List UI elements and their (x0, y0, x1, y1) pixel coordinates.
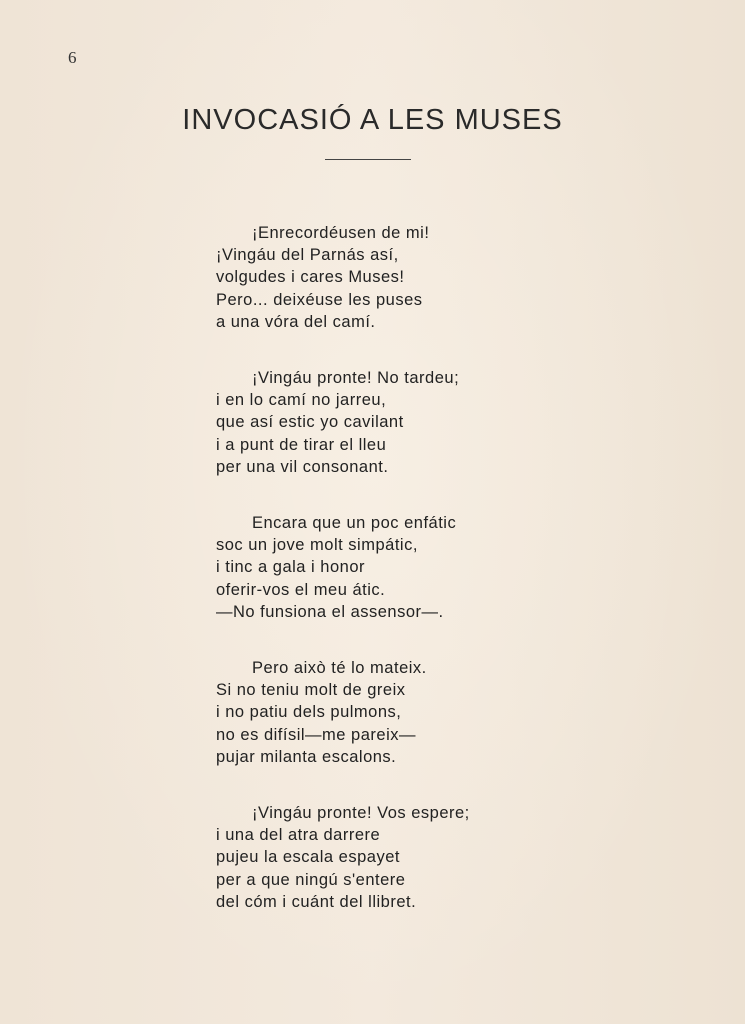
poem-line: soc un jove molt simpátic, (216, 536, 418, 555)
poem-line: i tinc a gala i honor (216, 558, 366, 577)
poem-line: volgudes i cares Muses! (216, 268, 405, 287)
poem-line: i no patiu dels pulmons, (216, 703, 402, 722)
stanza-5 (0, 802, 745, 913)
poem-line: a una vóra del camí. (216, 312, 376, 331)
stanza-1 (0, 222, 745, 333)
poem-line: Si no teniu molt de greix (216, 681, 406, 700)
poem-line: pujeu la escala espayet (216, 848, 400, 867)
poem-line: per a que ningú s'entere (216, 870, 406, 889)
poem-line: —No funsiona el assensor—. (216, 602, 444, 621)
poem-line: Encara que un poc enfátic (252, 514, 457, 533)
poem-body (0, 222, 745, 947)
stanza-3 (0, 512, 745, 623)
poem-line: ¡Vingáu del Parnás así, (216, 246, 399, 265)
poem-line: que así estic yo cavilant (216, 413, 404, 432)
poem-line: ¡Enrecordéusen de mi! (252, 224, 430, 242)
stanza-2 (0, 367, 745, 478)
poem-line: per una vil consonant. (216, 457, 389, 476)
poem-line: i en lo camí no jarreu, (216, 391, 387, 410)
poem-line: del cóm i cuánt del llibret. (216, 892, 417, 911)
poem-line: pujar milanta escalons. (216, 747, 397, 766)
title-divider (325, 159, 411, 160)
poem-line: no es difísil—me pareix— (216, 725, 416, 744)
poem-line: ¡Vingáu pronte! No tardeu; (252, 369, 460, 388)
poem-line: ¡Vingáu pronte! Vos espere; (252, 804, 470, 823)
poem-line: i una del atra darrere (216, 826, 381, 845)
poem-line: i a punt de tirar el lleu (216, 435, 387, 454)
poem-line: Pero això té lo mateix. (252, 659, 427, 678)
stanza-4 (0, 657, 745, 768)
poem-line: oferir-vos el meu átic. (216, 580, 386, 599)
poem-line: Pero... deixéuse les puses (216, 290, 423, 309)
poem-title: INVOCASIÓ A LES MUSES (182, 104, 563, 136)
page-number: 6 (68, 48, 77, 67)
